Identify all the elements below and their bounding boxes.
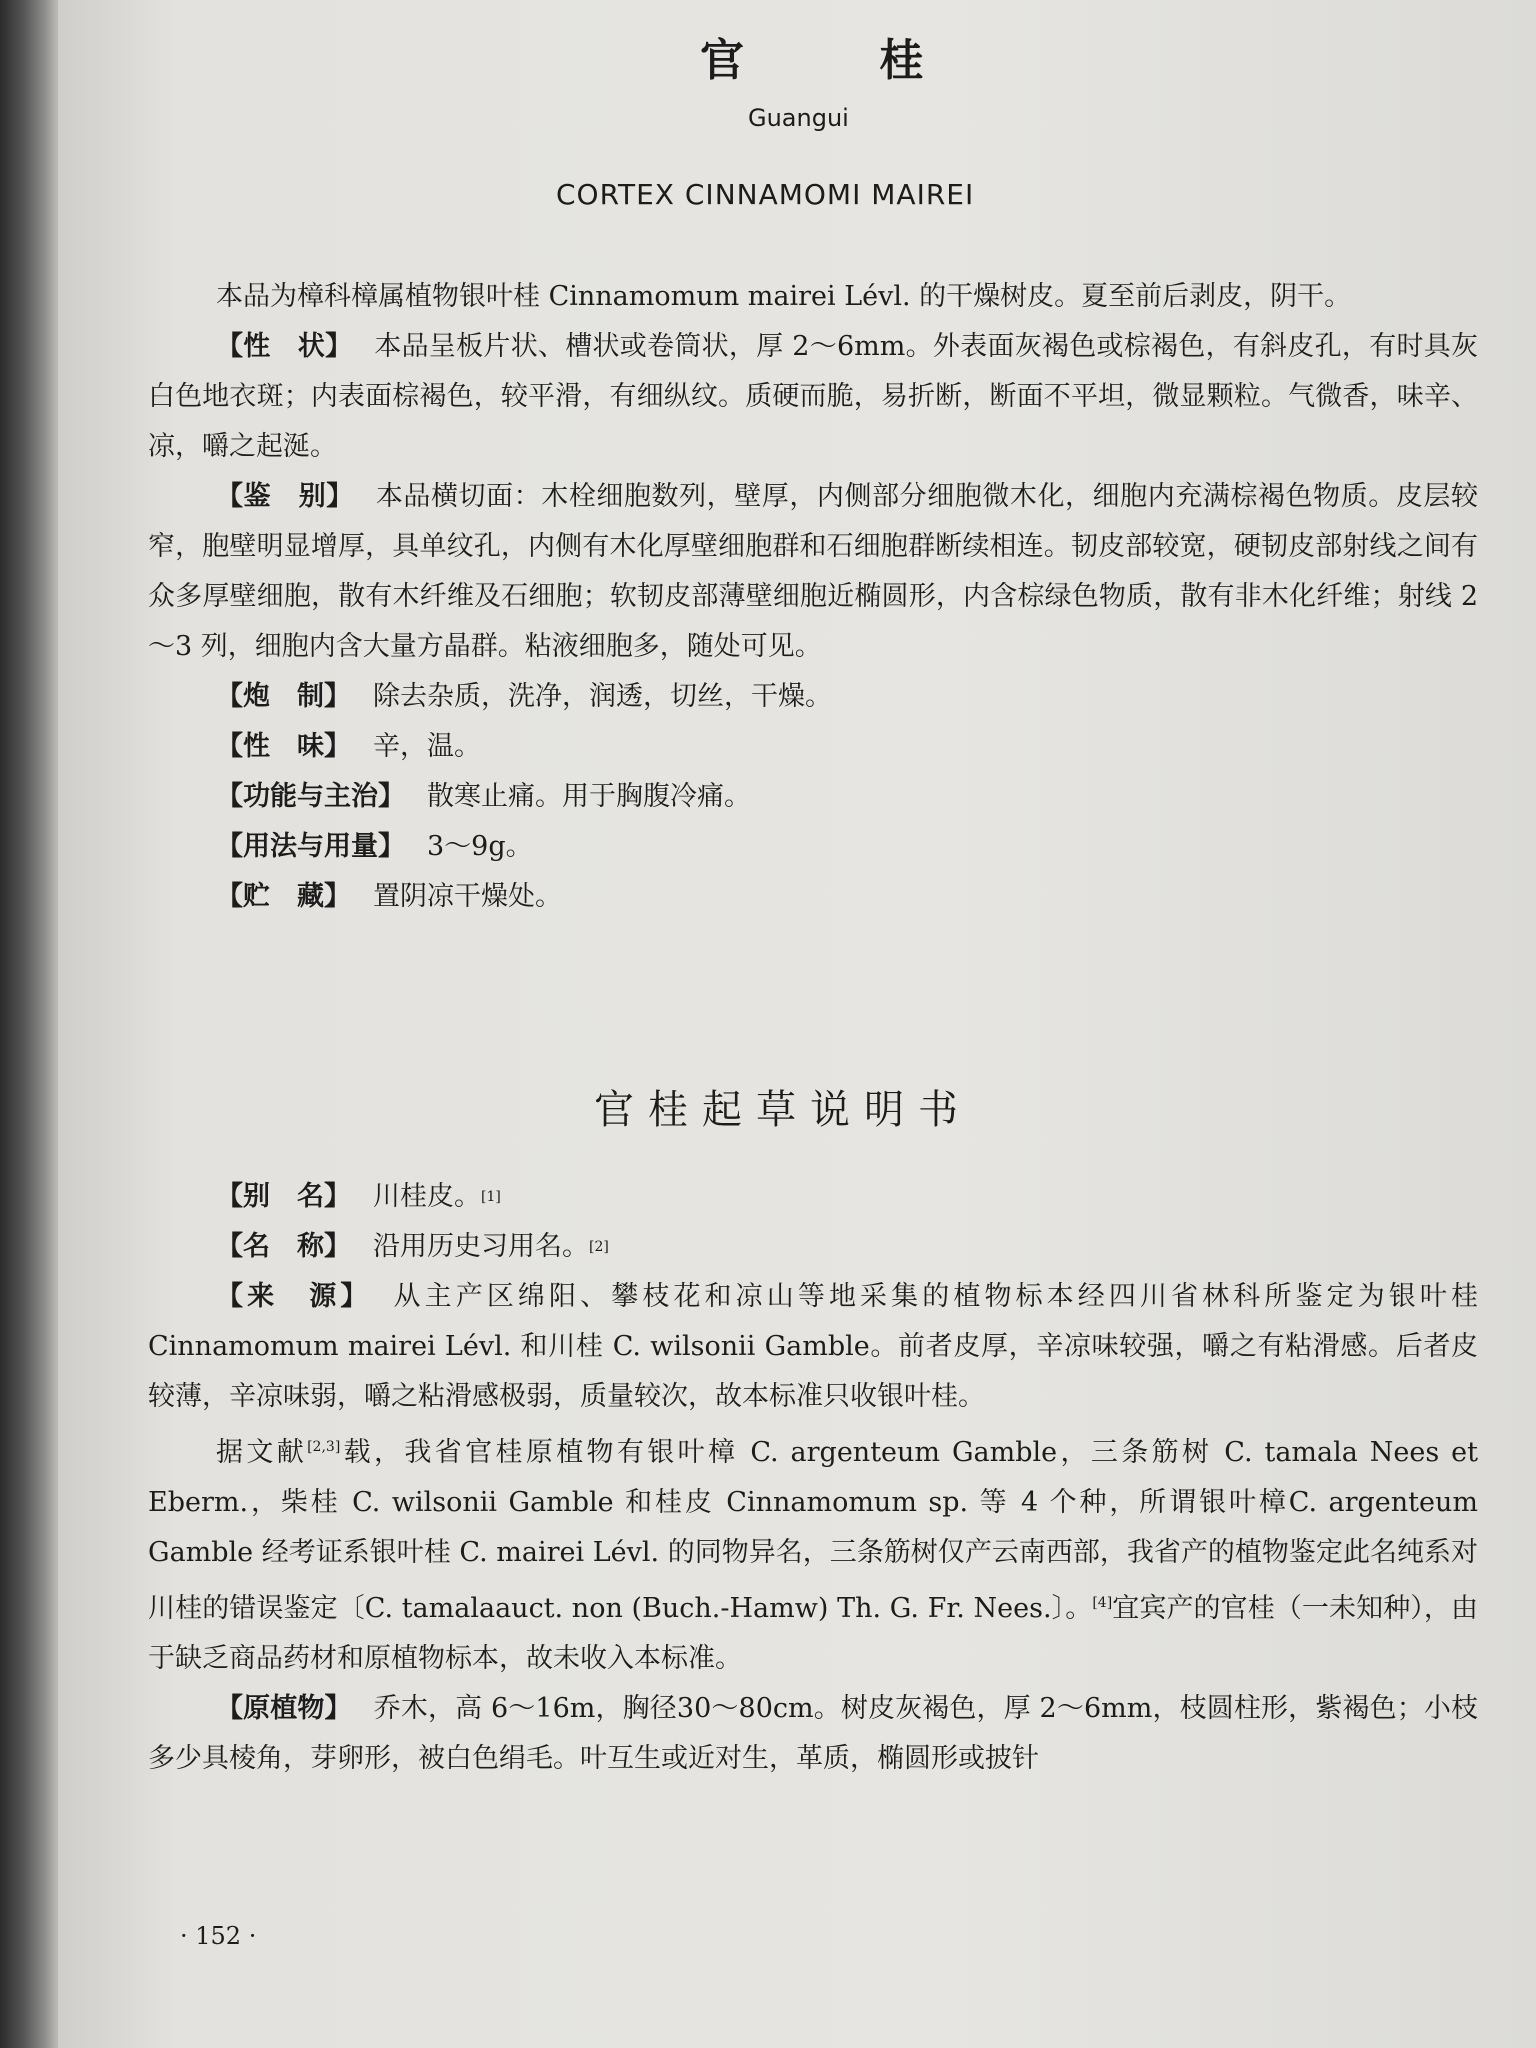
note-label: 【别 名】 bbox=[216, 1181, 351, 1212]
note-source bbox=[148, 1272, 1478, 1422]
drafting-notes-title: 官桂起草说明书 bbox=[594, 1087, 972, 1133]
intro-paragraph: 本品为樟科樟属植物银叶桂 Cinnamomum mairei Lévl. 的干燥树皮。夏至前后剥皮，阴干。 bbox=[216, 281, 1352, 312]
section-text: 3～9g。 bbox=[427, 831, 533, 862]
note-label: 【名 称】 bbox=[216, 1231, 351, 1262]
lit-prefix: 据文献 bbox=[216, 1437, 308, 1468]
section-text: 本品呈板片状、槽状或卷筒状，厚 2～6mm。外表面灰褐色或棕褐色，有斜皮孔，有时具灰白色地衣斑；内表面棕褐色，较平滑，有细纵纹。质硬而脆，易折断，断面不平坦，微显颗粒。气微香，味辛、凉，嚼之起涎。 bbox=[148, 331, 1478, 462]
pinyin-name: Guangui bbox=[748, 104, 849, 132]
section-function bbox=[148, 772, 1478, 822]
note-label: 【原植物】 bbox=[216, 1693, 352, 1724]
book-spine-shadow bbox=[0, 0, 58, 2048]
section-text: 本品横切面：木栓细胞数列，壁厚，内侧部分细胞微木化，细胞内充满棕褐色物质。皮层较窄，胞壁明显增厚，具单纹孔，内侧有木化厚壁细胞群和石细胞群断续相连。韧皮部较宽，硬韧皮部射线之间有众多厚壁细胞，散有木纤维及石细胞；软韧皮部薄壁细胞近椭圆形，内含棕绿色物质，散有非木化纤维；射线 2～3 列，细胞内含大量方晶群。粘液细胞多，随处可见。 bbox=[148, 481, 1479, 662]
note-text: 乔木，高 6～16m，胸径30～80cm。树皮灰褐色，厚 2～6mm，枝圆柱形，紫褐色；小枝多少具棱角，芽卵形，被白色绢毛。叶互生或近对生，革质，椭圆形或披针 bbox=[148, 1693, 1478, 1774]
monograph-body bbox=[148, 272, 1478, 922]
page-number: · 152 · bbox=[180, 1922, 257, 1950]
section-label: 【炮 制】 bbox=[216, 681, 351, 712]
note-name bbox=[148, 1222, 1478, 1272]
section-text: 散寒止痛。用于胸腹冷痛。 bbox=[427, 781, 751, 812]
drafting-notes-body bbox=[148, 1172, 1478, 1784]
citation-ref: [1] bbox=[481, 1189, 501, 1205]
section-label: 【性 状】 bbox=[216, 331, 353, 362]
note-text: 沿用历史习用名。 bbox=[373, 1231, 589, 1262]
note-text: 川桂皮。 bbox=[373, 1181, 481, 1212]
section-properties bbox=[148, 322, 1478, 472]
section-label: 【性 味】 bbox=[216, 731, 351, 762]
lit-middle: 载，我省官桂原植物有银叶樟 C. argenteum Gamble，三条筋树 C. tamala Nees et Eberm.，柴桂 C. wilsonii Gamble 和桂皮 Cinnamomum sp. 等 4 个种，所谓银叶樟C. argenteum Gamble 经考证系银叶桂 C. mairei Lévl. 的同物异名，三条筋树仅产云南西部，我省产的植物鉴定此名纯系对川桂的错误鉴定〔C. tamalaauct. non (Buch.-Hamw) Th. G. Fr. Nees.〕。 bbox=[148, 1437, 1479, 1624]
section-processing bbox=[148, 672, 1478, 722]
page-title: 官 桂 bbox=[700, 35, 984, 86]
section-identification bbox=[148, 472, 1478, 672]
citation-ref: [2] bbox=[589, 1239, 609, 1255]
section-text: 置阴凉干燥处。 bbox=[373, 881, 562, 912]
section-text: 除去杂质，洗净，润透，切丝，干燥。 bbox=[373, 681, 832, 712]
note-literature bbox=[148, 1422, 1478, 1684]
section-label: 【用法与用量】 bbox=[216, 831, 405, 862]
note-label: 【来 源】 bbox=[216, 1281, 372, 1312]
citation-ref: [2,3] bbox=[307, 1439, 341, 1455]
note-plant bbox=[148, 1684, 1478, 1784]
section-text: 辛，温。 bbox=[373, 731, 481, 762]
citation-ref: [4] bbox=[1092, 1595, 1113, 1611]
section-label: 【功能与主治】 bbox=[216, 781, 405, 812]
note-text: 从主产区绵阳、攀枝花和凉山等地采集的植物标本经四川省林科所鉴定为银叶桂 Cinnamomum mairei Lévl. 和川桂 C. wilsonii Gamble。前者皮厚，辛凉味较强，嚼之有粘滑感。后者皮较薄，辛凉味弱，嚼之粘滑感极弱，质量较次，故本标准只收银叶桂。 bbox=[148, 1281, 1479, 1412]
latin-name: CORTEX CINNAMOMI MAIREI bbox=[556, 178, 975, 211]
section-storage bbox=[148, 872, 1478, 922]
lit-suffix: 宜宾产的官桂（一未知种），由于缺乏商品药材和原植物标本，故未收入本标准。 bbox=[148, 1593, 1478, 1674]
note-alias bbox=[148, 1172, 1478, 1222]
section-label: 【鉴 别】 bbox=[216, 481, 354, 512]
section-nature-taste bbox=[148, 722, 1478, 772]
section-label: 【贮 藏】 bbox=[216, 881, 351, 912]
section-dosage bbox=[148, 822, 1478, 872]
